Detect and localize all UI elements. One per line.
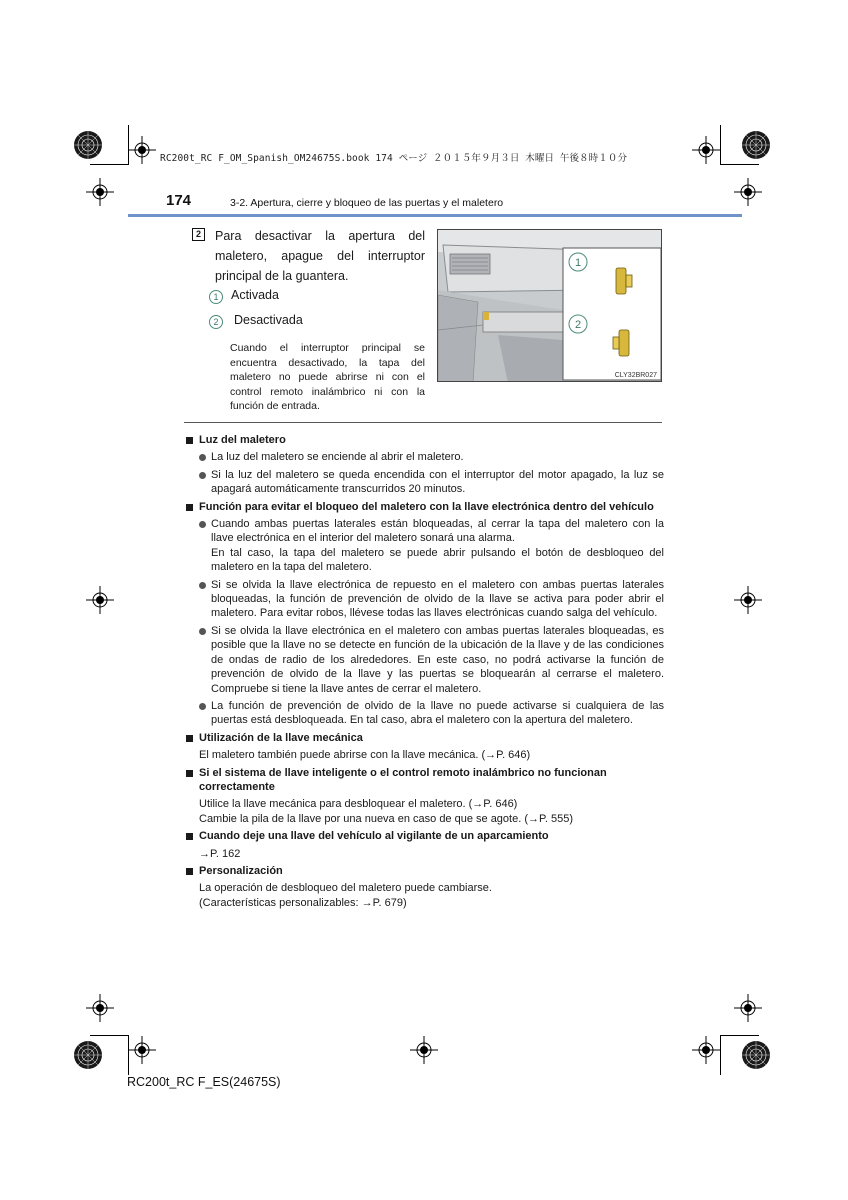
page-number: 174 xyxy=(166,192,192,209)
paragraph: Utilice la llave mecánica para desbloquear el maletero. (→P. 646) Cambie la pila de la llave por una nueva en caso de que se agote. (→P. 555) xyxy=(199,798,574,825)
section-title: 3-2. Apertura, cierre y bloqueo de las puertas y el maletero xyxy=(230,197,504,209)
option-activada: Activada xyxy=(231,288,279,302)
step-text: Para desactivar la apertura del maletero, apague del interruptor principal de la guantera. xyxy=(215,229,425,283)
list-item: La luz del maletero se enciende al abrir el maletero. xyxy=(186,450,664,464)
heading-sistema-no-funciona: Si el sistema de llave inteligente o el control remoto inalámbrico no funcionan correctamente xyxy=(186,766,664,795)
header-rule xyxy=(128,214,742,217)
option-marker-1: 1 xyxy=(209,290,223,304)
step-number: 2 xyxy=(192,228,205,241)
glovebox-switch-figure xyxy=(437,229,662,382)
list-item: La función de prevención de olvido de la llave no puede activarse si cualquiera de las puertas está desbloqueada. En tal caso, abra el maletero con la apertura del maletero. xyxy=(186,699,664,728)
option-marker-2: 2 xyxy=(209,315,223,329)
figure-illustration xyxy=(438,230,662,382)
figure-callout-1: 1 xyxy=(574,257,582,269)
body-content xyxy=(186,430,664,910)
heading-funcion-evitar-bloqueo: Función para evitar el bloqueo del maletero con la llave electrónica dentro del vehículo xyxy=(186,500,664,514)
list-item: Si se olvida la llave electrónica en el maletero con ambas puertas laterales bloqueadas, es posible que la llave no se detecte en función de la ubicación de la llave y de las condiciones de ondas de radio de los alrededores. En este caso, no podrá activarse la función de prevención de olvido de la llave y las puertas se bloquearán al cerrarse el maletero. Compruebe si tiene la llave antes de cerrar el maletero. xyxy=(186,624,664,696)
figure-callout-2: 2 xyxy=(574,319,582,331)
paragraph: →P. 162 xyxy=(199,847,241,860)
heading-personalizacion: Personalización xyxy=(186,864,664,878)
paragraph: El maletero también puede abrirse con la llave mecánica. (→P. 646) xyxy=(199,749,531,762)
heading-vigilante-aparcamiento: Cuando deje una llave del vehículo al vigilante de un aparcamiento xyxy=(186,829,664,843)
paragraph: La operación de desbloqueo del maletero puede cambiarse. (Características personalizables: →P. 679) xyxy=(199,882,492,909)
section-divider xyxy=(184,422,662,423)
print-header: RC200t_RC F_OM_Spanish_OM24675S.book 174 ページ ２０１５年９月３日 木曜日 午後８時１０分 xyxy=(160,153,628,164)
heading-luz-del-maletero: Luz del maletero xyxy=(186,433,664,447)
list-item: Cuando ambas puertas laterales están bloqueadas, al cerrar la tapa del maletero con la llave electrónica en el interior del maletero sonará una alarma. En tal caso, la tapa del maletero se puede abrir pulsando el botón de desbloqueo del maletero en la tapa del maletero. xyxy=(186,517,664,575)
step-note: Cuando el interruptor principal se encuentra desactivado, la tapa del maletero no puede abrirse ni con el control remoto inalámbrico ni con la función de entrada. xyxy=(230,342,425,412)
footer-code: RC200t_RC F_ES(24675S) xyxy=(127,1075,281,1089)
heading-llave-mecanica: Utilización de la llave mecánica xyxy=(186,731,664,745)
list-item: Si la luz del maletero se queda encendida con el interruptor del motor apagado, la luz se apagará automáticamente transcurridos 20 minutos. xyxy=(186,468,664,497)
option-desactivada: Desactivada xyxy=(234,313,303,327)
figure-code: CLY32BR027 xyxy=(614,372,657,379)
list-item: Si se olvida la llave electrónica de repuesto en el maletero con ambas puertas laterales bloqueadas, la función de prevención de olvido de la llave se activa para poder abrir el maletero. Para evitar robos, llévese todas las llaves electrónicas cuando salga del vehículo. xyxy=(186,578,664,621)
